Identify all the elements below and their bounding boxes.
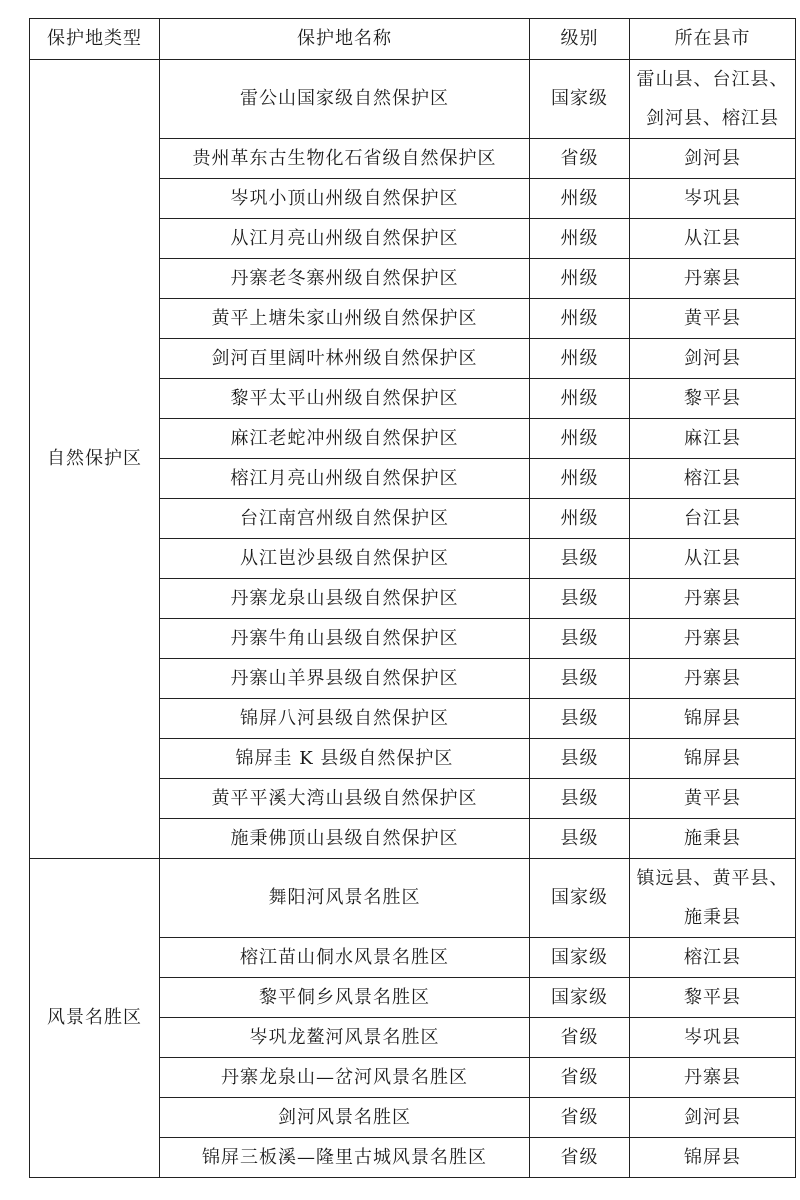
level-cell: 州级 — [530, 219, 630, 259]
county-line: 锦屏县 — [684, 708, 741, 729]
county-line: 黎平县 — [684, 987, 741, 1008]
county-cell — [630, 139, 796, 179]
county-cell — [630, 539, 796, 579]
level-cell: 州级 — [530, 499, 630, 539]
level-cell: 州级 — [530, 459, 630, 499]
level-cell: 县级 — [530, 659, 630, 699]
county-line: 剑河县、榕江县 — [646, 108, 779, 129]
protected-area-name-cell: 从江月亮山州级自然保护区 — [160, 219, 530, 259]
county-cell — [630, 339, 796, 379]
level-cell: 县级 — [530, 579, 630, 619]
county-line: 锦屏县 — [684, 1147, 741, 1168]
protected-area-name-cell: 岑巩龙鳌河风景名胜区 — [160, 1018, 530, 1058]
county-cell — [630, 179, 796, 219]
level-cell: 州级 — [530, 419, 630, 459]
protected-area-name-cell: 黎平侗乡风景名胜区 — [160, 978, 530, 1018]
county-cell — [630, 219, 796, 259]
level-cell: 省级 — [530, 1018, 630, 1058]
level-cell: 省级 — [530, 1098, 630, 1138]
level-cell: 县级 — [530, 619, 630, 659]
county-cell — [630, 499, 796, 539]
protected-area-name-cell: 黄平上塘朱家山州级自然保护区 — [160, 299, 530, 339]
county-line: 施秉县 — [684, 907, 741, 928]
table-row — [30, 60, 796, 139]
county-line: 麻江县 — [684, 428, 741, 449]
level-cell: 省级 — [530, 1138, 630, 1178]
county-cell — [630, 978, 796, 1018]
level-cell: 州级 — [530, 179, 630, 219]
county-cell — [630, 699, 796, 739]
protected-area-name-cell: 台江南宫州级自然保护区 — [160, 499, 530, 539]
protected-area-name-cell: 锦屏三板溪—隆里古城风景名胜区 — [160, 1138, 530, 1178]
county-cell — [630, 1138, 796, 1178]
county-line: 黎平县 — [684, 388, 741, 409]
county-line: 丹寨县 — [684, 268, 741, 289]
protected-area-name-cell: 锦屏八河县级自然保护区 — [160, 699, 530, 739]
protected-area-type-cell: 自然保护区 — [30, 60, 160, 859]
protected-area-name-cell: 舞阳河风景名胜区 — [160, 859, 530, 938]
county-cell — [630, 60, 796, 139]
county-line: 丹寨县 — [684, 588, 741, 609]
protected-area-name-cell: 岑巩小顶山州级自然保护区 — [160, 179, 530, 219]
county-line: 榕江县 — [684, 947, 741, 968]
county-cell — [630, 859, 796, 938]
protected-area-name-cell: 榕江月亮山州级自然保护区 — [160, 459, 530, 499]
county-line: 榕江县 — [684, 468, 741, 489]
level-cell: 省级 — [530, 139, 630, 179]
header-type: 保护地类型 — [30, 19, 160, 60]
level-cell: 省级 — [530, 1058, 630, 1098]
level-cell: 州级 — [530, 339, 630, 379]
protected-areas-table — [29, 18, 796, 1178]
county-line: 从江县 — [684, 228, 741, 249]
level-cell: 国家级 — [530, 938, 630, 978]
county-line: 岑巩县 — [684, 188, 741, 209]
level-cell: 国家级 — [530, 60, 630, 139]
county-cell — [630, 579, 796, 619]
level-cell: 县级 — [530, 779, 630, 819]
header-level: 级别 — [530, 19, 630, 60]
protected-area-name-cell: 剑河百里阔叶林州级自然保护区 — [160, 339, 530, 379]
county-line: 从江县 — [684, 548, 741, 569]
level-cell: 县级 — [530, 739, 630, 779]
county-cell — [630, 739, 796, 779]
level-cell: 州级 — [530, 259, 630, 299]
county-line: 丹寨县 — [684, 1067, 741, 1088]
protected-area-name-cell: 贵州革东古生物化石省级自然保护区 — [160, 139, 530, 179]
header-row — [30, 19, 796, 60]
county-cell — [630, 259, 796, 299]
county-line: 施秉县 — [684, 828, 741, 849]
county-line: 剑河县 — [684, 348, 741, 369]
county-cell — [630, 379, 796, 419]
county-cell — [630, 419, 796, 459]
county-line: 镇远县、黄平县、 — [636, 868, 789, 889]
protected-area-name-cell: 雷公山国家级自然保护区 — [160, 60, 530, 139]
county-cell — [630, 299, 796, 339]
level-cell: 县级 — [530, 699, 630, 739]
protected-area-name-cell: 丹寨老冬寨州级自然保护区 — [160, 259, 530, 299]
protected-area-name-cell: 榕江苗山侗水风景名胜区 — [160, 938, 530, 978]
county-cell — [630, 779, 796, 819]
table-body — [30, 60, 796, 1178]
level-cell: 国家级 — [530, 859, 630, 938]
protected-area-name-cell: 锦屏圭 K 县级自然保护区 — [160, 739, 530, 779]
protected-area-name-cell: 麻江老蛇冲州级自然保护区 — [160, 419, 530, 459]
county-line: 台江县 — [684, 508, 741, 529]
county-line: 黄平县 — [684, 308, 741, 329]
protected-area-name-cell: 从江岜沙县级自然保护区 — [160, 539, 530, 579]
header-name: 保护地名称 — [160, 19, 530, 60]
county-cell — [630, 1018, 796, 1058]
header-county: 所在县市 — [630, 19, 796, 60]
protected-area-name-cell: 黎平太平山州级自然保护区 — [160, 379, 530, 419]
county-line: 锦屏县 — [684, 748, 741, 769]
protected-area-type-cell: 风景名胜区 — [30, 859, 160, 1178]
county-line: 丹寨县 — [684, 668, 741, 689]
county-cell — [630, 819, 796, 859]
county-cell — [630, 938, 796, 978]
county-cell — [630, 619, 796, 659]
county-cell — [630, 659, 796, 699]
level-cell: 国家级 — [530, 978, 630, 1018]
protected-area-name-cell: 丹寨山羊界县级自然保护区 — [160, 659, 530, 699]
county-line: 黄平县 — [684, 788, 741, 809]
county-cell — [630, 1058, 796, 1098]
county-line: 雷山县、台江县、 — [636, 69, 789, 90]
protected-area-name-cell: 丹寨牛角山县级自然保护区 — [160, 619, 530, 659]
level-cell: 县级 — [530, 819, 630, 859]
table-row — [30, 859, 796, 938]
county-line: 岑巩县 — [684, 1027, 741, 1048]
protected-area-name-cell: 剑河风景名胜区 — [160, 1098, 530, 1138]
county-line: 丹寨县 — [684, 628, 741, 649]
protected-area-name-cell: 黄平平溪大湾山县级自然保护区 — [160, 779, 530, 819]
protected-area-name-cell: 施秉佛顶山县级自然保护区 — [160, 819, 530, 859]
level-cell: 县级 — [530, 539, 630, 579]
protected-area-name-cell: 丹寨龙泉山县级自然保护区 — [160, 579, 530, 619]
county-cell — [630, 1098, 796, 1138]
protected-area-name-cell: 丹寨龙泉山—岔河风景名胜区 — [160, 1058, 530, 1098]
county-cell — [630, 459, 796, 499]
county-line: 剑河县 — [684, 1107, 741, 1128]
level-cell: 州级 — [530, 379, 630, 419]
county-line: 剑河县 — [684, 148, 741, 169]
level-cell: 州级 — [530, 299, 630, 339]
